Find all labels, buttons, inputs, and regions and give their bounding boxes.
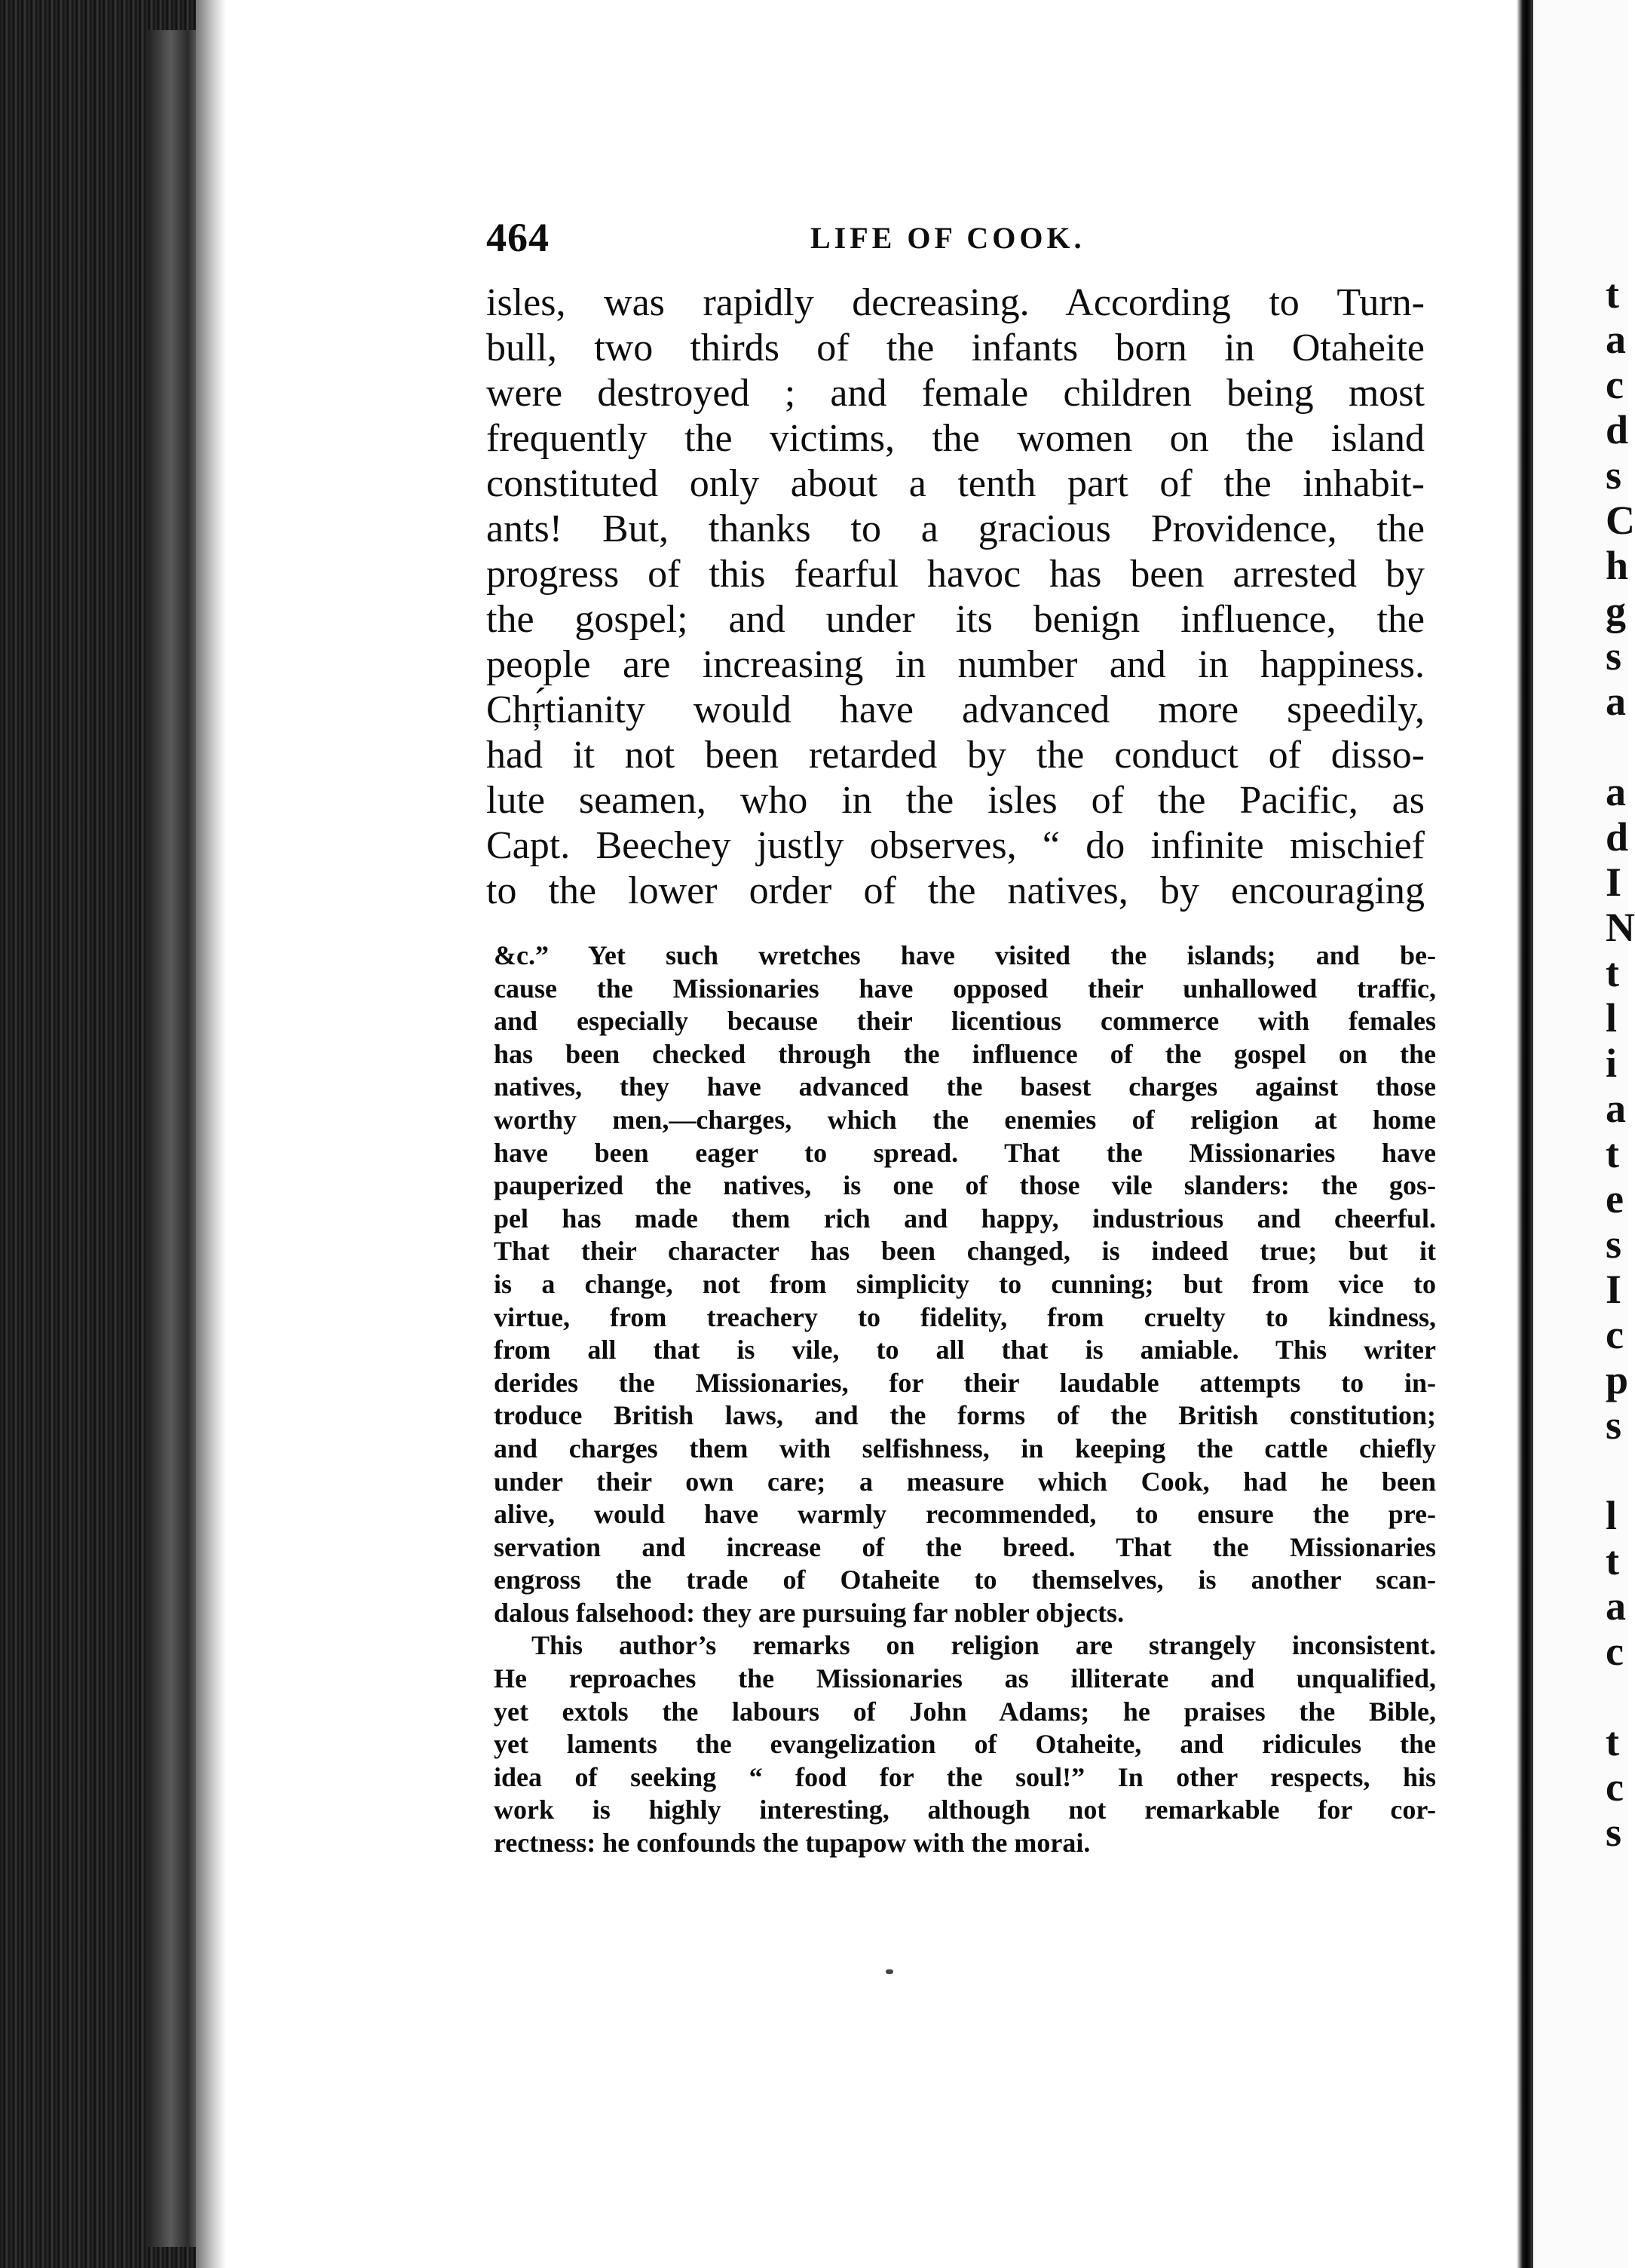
text-line: had it not been retarded by the conduct of disso-: [486, 734, 1425, 777]
note-line: under their own care; a measure which Cook, had he been: [494, 1466, 1436, 1497]
spine-gutter: [1517, 0, 1533, 2268]
note-line: have been eager to spread. That the Missionaries have: [494, 1137, 1436, 1168]
ink-speck: [886, 1969, 893, 1974]
note-line: virtue, from treachery to fidelity, from cruelty to kindness,: [494, 1301, 1436, 1332]
running-title: LIFE OF COOK.: [810, 221, 1085, 255]
facing-page-letters: t a c d s C h g s a a d I N t l i a t e s I c p s l t a c t c s: [1606, 271, 1635, 1855]
note-line: pauperized the natives, is one of those vile slanders: the gos-: [494, 1170, 1436, 1201]
text-line: progress of this fearful havoc has been arrested by: [486, 553, 1425, 596]
page-number: 464: [486, 215, 550, 260]
note-line: He reproaches the Missionaries as illiterate and unqualified,: [494, 1663, 1436, 1694]
text-line: isles, was rapidly decreasing. According to Turn-: [486, 281, 1425, 324]
note-line: work is highly interesting, although not remarkable for cor-: [494, 1794, 1436, 1825]
text-line: frequently the victims, the women on the island: [486, 417, 1425, 460]
note-line: engross the trade of Otaheite to themselves, is another scan-: [494, 1565, 1436, 1595]
note-line: alive, would have warmly recommended, to ensure the pre-: [494, 1499, 1436, 1530]
text-line: to the lower order of the natives, by encouraging: [486, 869, 1425, 912]
running-head: [486, 214, 1428, 267]
note-line: troduce British laws, and the forms of the British constitution;: [494, 1400, 1436, 1431]
text-line: lute seamen, who in the isles of the Pacific, as: [486, 779, 1425, 822]
note-line: servation and increase of the breed. That the Missionaries: [494, 1531, 1436, 1562]
page-curve: [196, 0, 226, 2268]
note-line: from all that is vile, to all that is amiable. This writer: [494, 1335, 1436, 1365]
note-line: This author’s remarks on religion are strangely inconsistent.: [531, 1630, 1436, 1661]
note-line: yet extols the labours of John Adams; he praises the Bible,: [494, 1696, 1436, 1727]
note-text: [494, 939, 1436, 1860]
main-text: [486, 280, 1425, 914]
text-line: bull, two thirds of the infants born in Otaheite: [486, 326, 1425, 369]
text-line: ants! But, thanks to a gracious Providence, the: [486, 507, 1425, 550]
text-line: Capt. Beechey justly observes, “ do infinite mischief: [486, 824, 1425, 867]
note-line: and especially because their licentious commerce with females: [494, 1006, 1436, 1037]
note-line: rectness: he confounds the tupapow with the morai.: [494, 1828, 1091, 1859]
note-line: derides the Missionaries, for their laudable attempts to in-: [494, 1367, 1436, 1398]
note-line: and charges them with selfishness, in keeping the cattle chiefly: [494, 1433, 1436, 1463]
note-line: yet laments the evangelization of Otaheite, and ridicules the: [494, 1729, 1436, 1760]
note-line: has been checked through the influence of the gospel on the: [494, 1038, 1436, 1069]
note-line: pel has made them rich and happy, industrious and cheerful.: [494, 1203, 1436, 1234]
note-line: cause the Missionaries have opposed their unhallowed traffic,: [494, 973, 1436, 1004]
text-line: were destroyed ; and female children being most: [486, 372, 1425, 415]
text-line: people are increasing in number and in happiness.: [486, 643, 1425, 686]
note-line: That their character has been changed, is indeed true; but it: [494, 1236, 1436, 1267]
text-line: the gospel; and under its benign influence, the: [486, 598, 1425, 641]
text-line: Chŗ́tianity would have advanced more speedily,: [486, 688, 1425, 731]
text-line: constituted only about a tenth part of the inhabit-: [486, 462, 1425, 505]
note-line: &c.” Yet such wretches have visited the islands; and be-: [494, 940, 1436, 970]
note-line: is a change, not from simplicity to cunning; but from vice to: [494, 1268, 1436, 1299]
note-line: natives, they have advanced the basest charges against those: [494, 1071, 1436, 1102]
note-line: idea of seeking “ food for the soul!” In other respects, his: [494, 1761, 1436, 1792]
note-line: worthy men,—charges, which the enemies of religion at home: [494, 1104, 1436, 1135]
note-line: dalous falsehood: they are pursuing far nobler objects.: [494, 1597, 1125, 1628]
